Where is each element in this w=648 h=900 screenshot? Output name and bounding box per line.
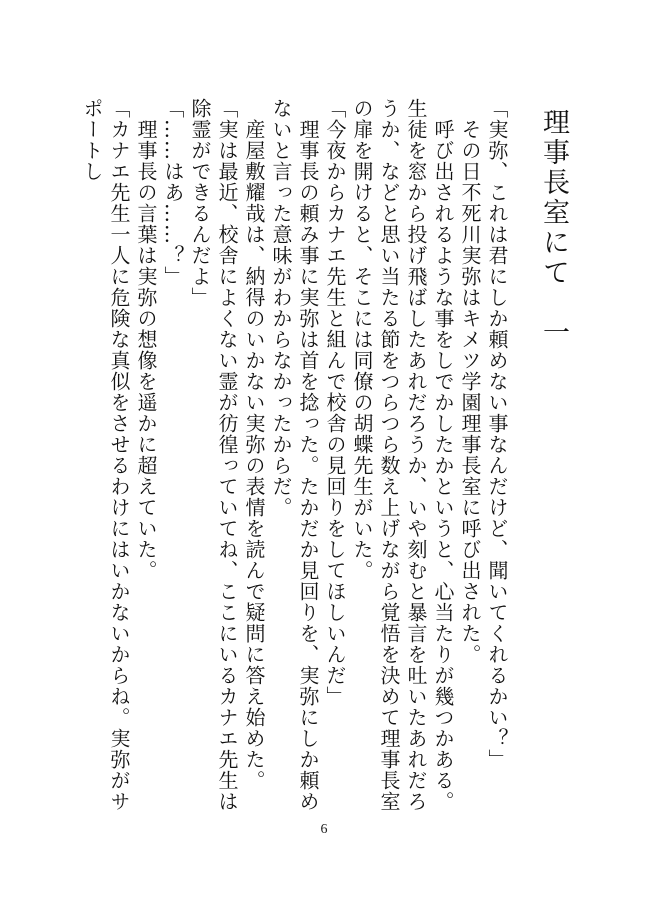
paragraph: 産屋敷耀哉は、納得のいかない実弥の表情を読んで疑問に答え始めた。 bbox=[242, 98, 266, 791]
paragraph: その日不死川実弥はキメツ学園理事長室に呼び出された。 bbox=[458, 98, 482, 665]
paragraph: 「カナエ先生一人に危険な真似をさせるわけにはいかないからね。実弥がサポートし bbox=[80, 98, 131, 812]
chapter-title: 理事長室にて 一 bbox=[538, 108, 569, 348]
vertical-text-block bbox=[50, 98, 570, 818]
paragraph: 「……はあ……？」 bbox=[161, 98, 185, 287]
paragraph: 理事長の言葉は実弥の想像を遥かに超えていた。 bbox=[134, 98, 158, 581]
paragraph: 理事長の頼み事に実弥は首を捻った。たかだか見回りを、実弥にしか頼めないと言った意味がわからなかったからだ。 bbox=[269, 98, 320, 812]
paragraph: 「実は最近、校舎によくない霊が彷徨っていてね、ここにいるカナエ先生は除霊ができるんだよ」 bbox=[188, 98, 239, 812]
paragraph: 呼び出されるような事をしでかしたかというと、心当たりが幾つかある。生徒を窓から投げ飛ばしたあれだろうか、いや刻むと暴言を吐いたあれだろうか、などと思い当たる節をつらつら数え上げながら覚悟を決めて理事長室の扉を開けると、そこには同僚の胡蝶先生がいた。 bbox=[350, 98, 455, 812]
paragraph: 「今夜からカナエ先生と組んで校舎の見回りをしてほしいんだ」 bbox=[323, 98, 347, 707]
paragraph: 「実弥、これは君にしか頼めない事なんだけど、聞いてくれるかい？」 bbox=[485, 98, 509, 770]
page-number: 6 bbox=[320, 822, 328, 837]
